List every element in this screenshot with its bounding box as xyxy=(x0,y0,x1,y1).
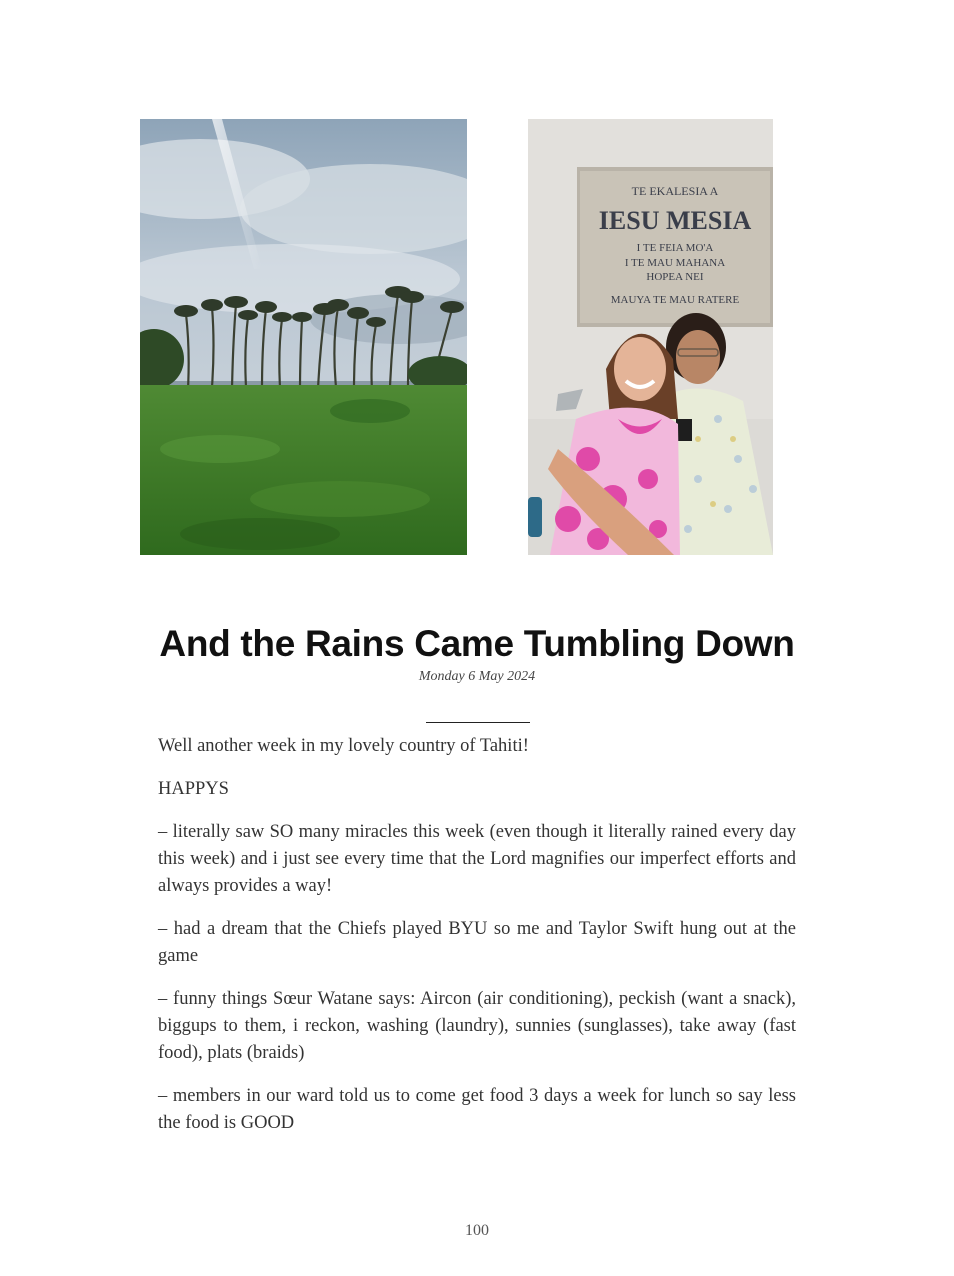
paragraph: – funny things Sœur Watane says: Aircon (air conditioning), peckish (want a snack), biggups to them, i reckon, washing (laundry), sunnies (sunglasses), take away (fast food), plats (braids) xyxy=(158,989,796,1063)
palm-beach-photo xyxy=(140,119,467,555)
plaque-line: MAUYA TE MAU RATERE xyxy=(610,294,740,306)
paragraph: – members in our ward told us to come get food 3 days a week for lunch so say less the food is GOOD xyxy=(158,1086,796,1133)
article-date: Monday 6 May 2024 xyxy=(418,669,536,684)
paragraph: – had a dream that the Chiefs played BYU so me and Taylor Swift hung out at the game xyxy=(158,919,796,966)
article-body xyxy=(158,733,796,1153)
paragraph: Well another week in my lovely country of Tahiti! xyxy=(158,736,529,756)
plaque-line: HOPEA NEI xyxy=(646,271,704,283)
paragraph: – literally saw SO many miracles this week (even though it literally rained every day this week) and i just see every time that the Lord magnifies our imperfect efforts and always provides a way! xyxy=(158,822,796,896)
page-number: 100 xyxy=(465,1222,489,1239)
plaque-line: TE EKALESIA A xyxy=(631,184,719,198)
paragraph: HAPPYS xyxy=(158,779,229,799)
selfie-photo xyxy=(528,119,773,555)
plaque-line: I TE FEIA MO'A xyxy=(636,242,714,254)
plaque-line: IESU MESIA xyxy=(598,206,752,235)
divider xyxy=(426,722,530,723)
article-title: And the Rains Came Tumbling Down xyxy=(159,623,795,664)
plaque-line: I TE MAU MAHANA xyxy=(624,257,726,269)
